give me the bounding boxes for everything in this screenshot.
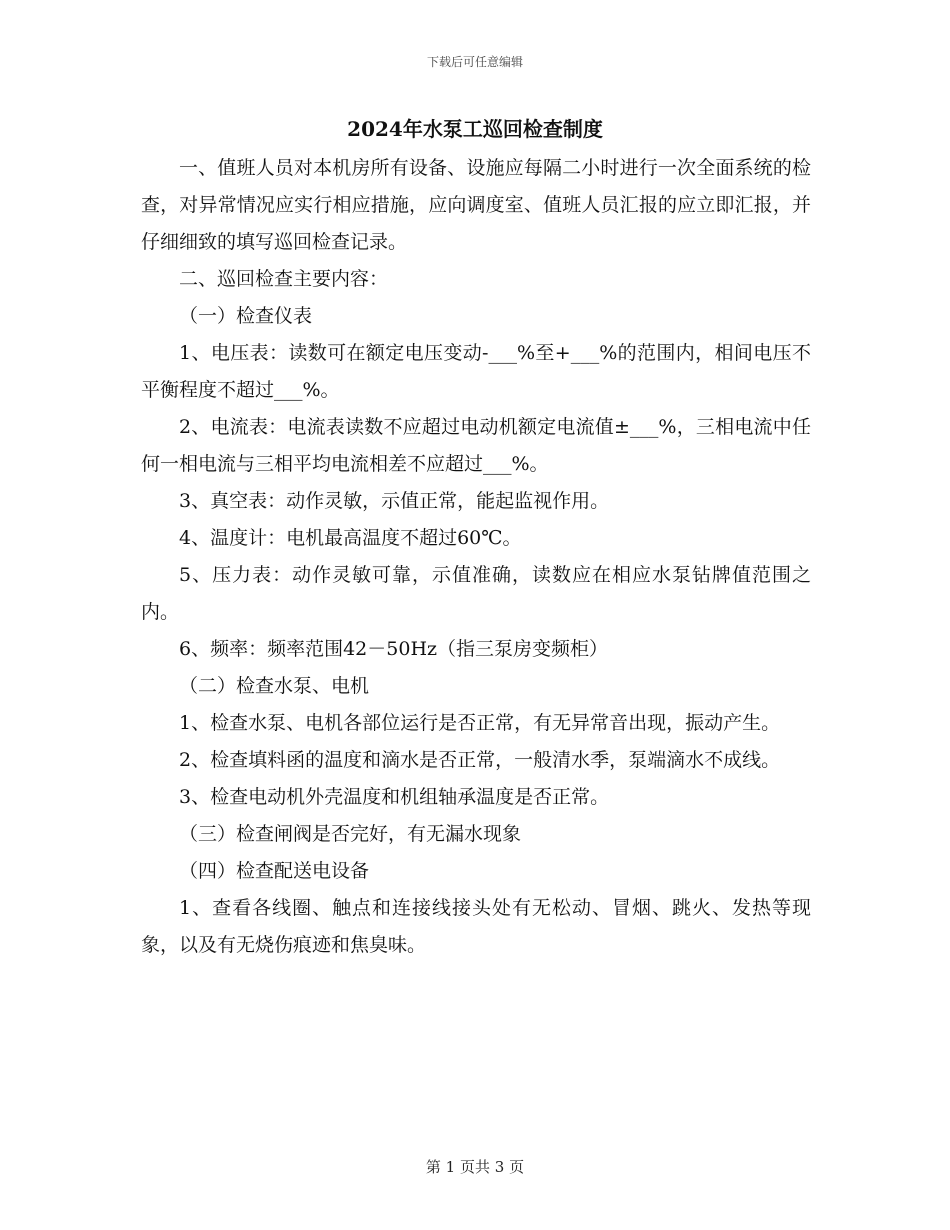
paragraph-section-valves: （三）检查闸阀是否完好，有无漏水现象 bbox=[179, 823, 522, 845]
paragraph-pump-operation: 1、检查水泵、电机各部位运行是否正常，有无异常音出现，振动产生。 bbox=[179, 712, 781, 734]
paragraph-voltmeter: 1、电压表：读数可在额定电压变动-___%至+___%的范围内，相间电压不平衡程度不超过___%。 bbox=[141, 342, 811, 401]
paragraph-section-power-equipment: （四）检查配送电设备 bbox=[179, 860, 370, 882]
document-title: 2024年水泵工巡回检查制度 bbox=[347, 117, 603, 141]
paragraph-packing-box: 2、检查填料函的温度和滴水是否正常，一般清水季，泵端滴水不成线。 bbox=[179, 749, 781, 771]
paragraph-motor-temperature: 3、检查电动机外壳温度和机组轴承温度是否正常。 bbox=[179, 786, 610, 808]
paragraph-vacuum-gauge: 3、真空表：动作灵敏，示值正常，能起监视作用。 bbox=[179, 490, 610, 512]
paragraph-thermometer: 4、温度计：电机最高温度不超过60℃。 bbox=[179, 527, 522, 549]
paragraph-section-pump-motor: （二）检查水泵、电机 bbox=[179, 675, 370, 697]
paragraph-main-content-heading: 二、巡回检查主要内容： bbox=[179, 268, 389, 290]
paragraph-coil-contacts: 1、查看各线圈、触点和连接线接头处有无松动、冒烟、跳火、发热等现象，以及有无烧伤痕迹和焦臭味。 bbox=[141, 897, 811, 956]
document-body bbox=[141, 150, 811, 964]
paragraph-section-instruments: （一）检查仪表 bbox=[179, 305, 313, 327]
paragraph-pressure-gauge: 5、压力表：动作灵敏可靠，示值准确，读数应在相应水泵钻牌值范围之内。 bbox=[141, 564, 811, 623]
page-number: 第 1 页共 3 页 bbox=[425, 1158, 525, 1176]
paragraph-ammeter: 2、电流表：电流表读数不应超过电动机额定电流值±___%，三相电流中任何一相电流与三相平均电流相差不应超过___%。 bbox=[141, 416, 811, 475]
paragraph-frequency: 6、频率：频率范围42－50Hz（指三泵房变频柜） bbox=[179, 638, 609, 660]
page-header: 下载后可任意编辑 bbox=[426, 55, 523, 69]
paragraph-duty-inspection: 一、值班人员对本机房所有设备、设施应每隔二小时进行一次全面系统的检查，对异常情况应实行相应措施，应向调度室、值班人员汇报的应立即汇报，并仔细细致的填写巡回检查记录。 bbox=[141, 157, 811, 253]
